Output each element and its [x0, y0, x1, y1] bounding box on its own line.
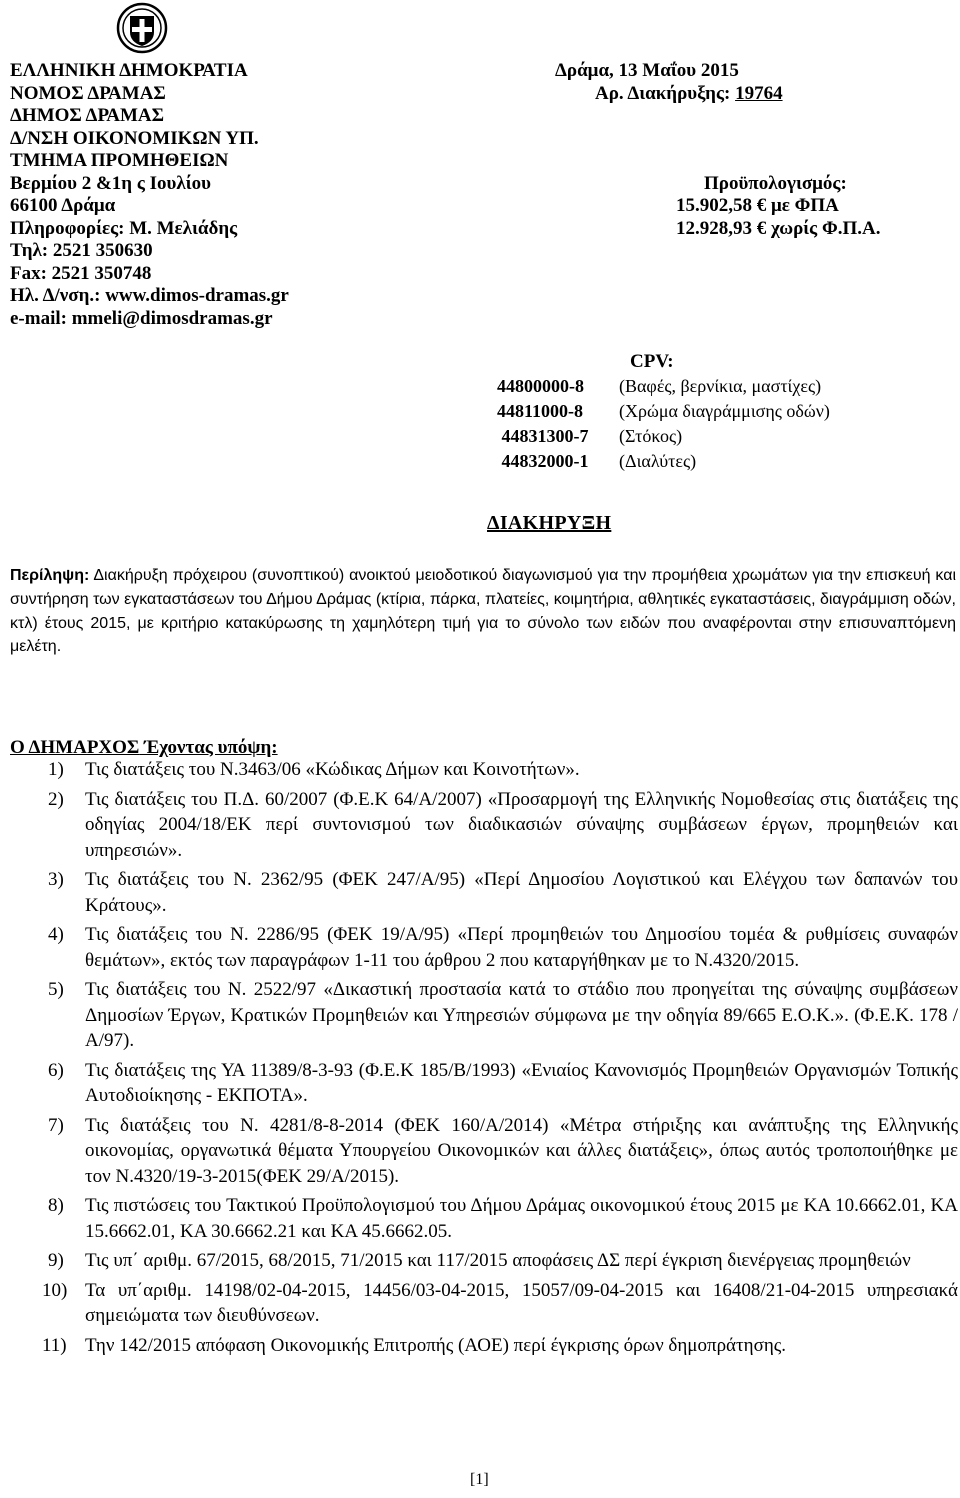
prefecture-line: ΝΟΜΟΣ ΔΡΑΜΑΣ: [10, 82, 166, 104]
directorate-line: Δ/ΝΣΗ ΟΙΚΟΝΟΜΙΚΩΝ ΥΠ.: [10, 127, 259, 149]
item-text: Τις διατάξεις του Ν. 2362/95 (ΦΕΚ 247/Α/95) «Περί Δημοσίου Λογιστικού και Ελέγχου των δαπανών του Κράτους».: [85, 869, 958, 916]
cpv-item: [497, 449, 830, 474]
cpv-code: 44832000-1: [497, 451, 589, 471]
cpv-item: [497, 399, 830, 424]
item-text: Τα υπ΄αριθμ. 14198/02-04-2015, 14456/03-04-2015, 15057/09-04-2015 και 16408/21-04-2015 υπηρεσιακά σημειώματα των διευθύνσεων.: [85, 1279, 958, 1326]
item-number: 7): [48, 1114, 64, 1136]
item-text: Τις διατάξεις του Ν. 2286/95 (ΦΕΚ 19/Α/95) «Περί προμηθειών του Δημοσίου τομέα & ρυθμίσεις συναφών θεμάτων», εκτός των παραγράφων 1-11 του άρθρου 2 που καταργήθηκαν με το Ν.4320/2015.: [85, 924, 958, 971]
document-title: ΔΙΑΚΗΡΥΞΗ: [487, 512, 612, 534]
item-text: Τις πιστώσεις του Τακτικού Προϋπολογισμού του Δήμου Δράμας οικονομικού έτους 2015 με ΚΑ 10.6662.01, ΚΑ 15.6662.01, ΚΑ 30.6662.21 και ΚΑ 45.6662.05.: [85, 1195, 958, 1242]
summary-label: Περίληψη:: [10, 567, 90, 584]
fax-line: Fax: 2521 350748: [10, 262, 152, 284]
greek-emblem-icon: [116, 2, 168, 54]
address-line: Βερμίου 2 &1η ς Ιουλίου: [10, 172, 211, 194]
item-text: Την 142/2015 απόφαση Οικονομικής Επιτροπής (ΑΟΕ) περί έγκρισης όρων δημοπράτησης.: [85, 1334, 787, 1356]
item-number: 9): [48, 1250, 64, 1271]
list-item: [10, 1248, 958, 1274]
mayor-label: Ο ΔΗΜΑΡΧΟΣ: [10, 737, 140, 758]
budget-label: Προϋπολογισμός:: [704, 173, 847, 194]
declaration-number: [595, 83, 783, 106]
website-line: Ηλ. Δ/νση.: www.dimos-dramas.gr: [10, 285, 289, 306]
considerations-list: [10, 757, 958, 1362]
date: Δράμα, 13 Μαΐου 2015: [555, 60, 739, 81]
cpv-code: 44800000-8: [497, 376, 584, 396]
cpv-desc: (Διαλύτες): [619, 451, 697, 471]
cpv-code: 44831300-7: [497, 426, 589, 446]
list-item: [10, 757, 958, 783]
budget-with-vat: 15.902,58 € με ΦΠΑ: [676, 195, 839, 216]
list-item: [10, 787, 958, 864]
item-number: 6): [48, 1059, 64, 1081]
item-number: 4): [48, 924, 64, 945]
item-number: 11): [42, 1334, 67, 1356]
cpv-desc: (Στόκος): [619, 426, 683, 446]
item-number: 2): [48, 788, 64, 810]
item-text: Τις διατάξεις του Ν. 2522/97 «Δικαστική προστασία κατά το στάδιο που προηγείται της σύναψης συμβάσεων Δημοσίων Έργων, Κρατικών Προμηθειών και Υπηρεσιών σύμφωνα με την οδηγία 89/665 Ε.Ο.Κ.». (Φ.Ε.Κ. 178 /Α/97).: [85, 979, 958, 1051]
item-number: 3): [48, 869, 64, 890]
list-item: [10, 867, 958, 918]
email-line: e-mail: mmeli@dimosdramas.gr: [10, 307, 273, 329]
summary: [10, 564, 956, 659]
item-text: Τις διατάξεις του Π.Δ. 60/2007 (Φ.Ε.Κ 64/Α/2007) «Προσαρμογή της Ελληνικής Νομοθεσίας στις διατάξεις της οδηγίας 2004/18/ΕΚ περί συντονισμού των διαδικασιών σύναψης συμβάσεων έργων, προμηθειών και υπηρεσιών».: [85, 788, 958, 861]
item-text: Τις υπ΄ αριθμ. 67/2015, 68/2015, 71/2015 και 117/2015 αποφάσεις ΔΣ περί έγκριση διενέργειας προμηθειών: [85, 1250, 911, 1271]
department-line: ΤΜΗΜΑ ΠΡΟΜΗΘΕΙΩΝ: [10, 150, 229, 171]
item-text: Τις διατάξεις του Ν.3463/06 «Κώδικας Δήμων και Κοινοτήτων».: [85, 759, 580, 780]
page-number: [1]: [470, 1471, 489, 1488]
list-item: [10, 1333, 958, 1359]
mayor-heading: [10, 737, 278, 759]
municipality-line: ΔΗΜΟΣ ΔΡΑΜΑΣ: [10, 105, 165, 126]
item-number: 8): [48, 1195, 64, 1216]
summary-text: Διακήρυξη πρόχειρου (συνοπτικού) ανοικτού μειοδοτικού διαγωνισμού για την προμήθεια χρωμάτων για την επισκευή και συντήρηση των εγκαταστάσεων του Δήμου Δράμας (κτίρια, πάρκα, πλατείες, κοιμητήρια, αθλητικές εγκαταστάσεις, διαγράμμιση οδών, κτλ) έτους 2015, με κριτήριο κατακύρωσης τη χαμηλότερη τιμή για το σύνολο των ειδών που αναφέρονται στην επισυναπτόμενη μελέτη.: [10, 567, 956, 656]
country-line: ΕΛΛΗΝΙΚΗ ΔΗΜΟΚΡΑΤΙΑ: [10, 60, 248, 81]
item-text: Τις διατάξεις του Ν. 4281/8-8-2014 (ΦΕΚ 160/Α/2014) «Μέτρα στήριξης και ανάπτυξης της Ελληνικής οικονομίας, οργανωτικά θέματα Υπουργείου Οικονομικών και άλλες διατάξεις», όπως αυτός τροποποιήθηκε με τον Ν.4320/19-3-2015(ΦΕΚ 29/Α/2015).: [85, 1114, 958, 1187]
list-item: [10, 1058, 958, 1109]
declaration-label: Αρ. Διακήρυξης:: [595, 83, 736, 104]
cpv-block: [497, 349, 830, 474]
list-item: [10, 1193, 958, 1244]
item-number: 5): [48, 979, 64, 1000]
cpv-code: 44811000-8: [497, 401, 584, 421]
sender-info: [10, 60, 289, 330]
city-line: 66100 Δράμα: [10, 195, 116, 216]
budget-without-vat: 12.928,93 € χωρίς Φ.Π.Α.: [676, 218, 881, 239]
considering-label: Έχοντας υπόψη:: [139, 737, 278, 758]
item-number: 1): [48, 759, 64, 780]
phone-line: Τηλ: 2521 350630: [10, 240, 153, 261]
cpv-title: CPV:: [630, 351, 674, 372]
cpv-desc: (Βαφές, βερνίκια, μαστίχες): [619, 376, 822, 396]
declaration-value: 19764: [735, 83, 783, 104]
item-number: 10): [42, 1279, 68, 1301]
list-item: [10, 1113, 958, 1190]
list-item: [10, 1278, 958, 1329]
cpv-item: [497, 374, 830, 399]
list-item: [10, 922, 958, 973]
cpv-item: [497, 424, 830, 449]
cpv-desc: (Χρώμα διαγράμμισης οδών): [619, 401, 830, 421]
contact-person-line: Πληροφορίες: Μ. Μελιάδης: [10, 217, 238, 239]
list-item: [10, 977, 958, 1054]
item-text: Τις διατάξεις της ΥΑ 11389/8-3-93 (Φ.Ε.Κ 185/Β/1993) «Ενιαίος Κανονισμός Προμηθειών Οργανισμών Τοπικής Αυτοδιοίκησης - ΕΚΠΟΤΑ».: [85, 1059, 958, 1106]
